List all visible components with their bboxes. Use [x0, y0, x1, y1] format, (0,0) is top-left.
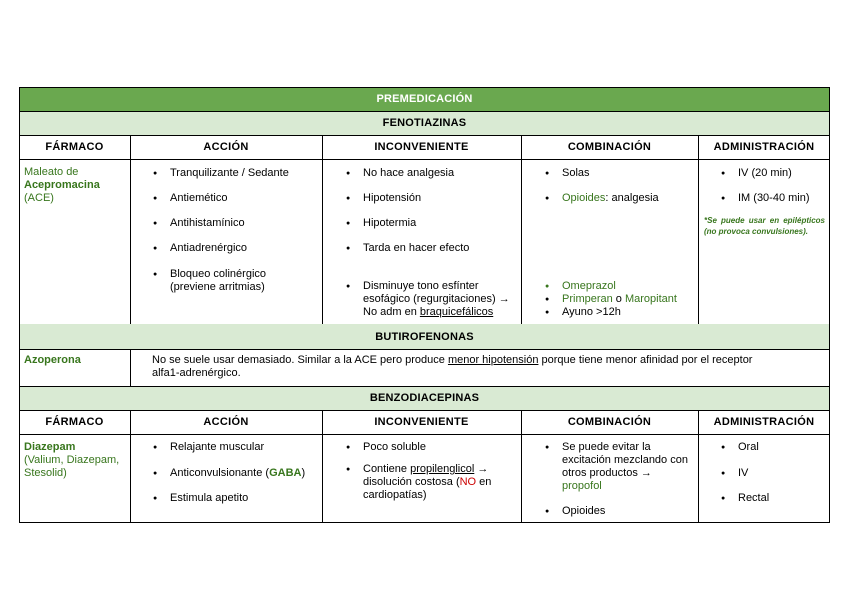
azoperona-description-line2: alfa1-adrenérgico.: [152, 367, 241, 379]
ace-inconveniente-item: ● No hace analgesia: [363, 167, 454, 180]
dia-administracion-iv: ● IV: [738, 467, 748, 480]
dia-combinacion-otros: otros productos →: [562, 467, 652, 479]
dia-administracion-oral: ● Oral: [738, 441, 759, 454]
header-combinacion: COMBINACIÓN: [567, 141, 652, 153]
ace-combinacion-opioides: [562, 192, 659, 205]
ace-combinacion-opioides-term: Opioides: [562, 192, 606, 204]
row-diazepam: [19, 434, 830, 523]
section-fenotiazinas: [19, 111, 830, 135]
ace-combinacion-o: o: [612, 293, 625, 305]
dia-inconveniente-list: [322, 434, 521, 523]
ace-inconveniente-list: [322, 159, 521, 324]
ace-administracion-list: [698, 159, 830, 324]
header-farmaco-2: FÁRMACO: [45, 416, 104, 428]
ace-inconveniente-item: ● Hipotensión: [363, 192, 421, 205]
table-title-text: PREMEDICACIÓN: [376, 93, 473, 105]
drug-diazepam-brands-cont: Stesolid): [24, 467, 67, 479]
azoperona-description-line1: [152, 354, 824, 367]
ace-combinacion-analgesia: : analgesia: [605, 192, 659, 204]
ace-combinacion-ayuno: ● Ayuno >12h: [562, 306, 621, 319]
section-benzodiacepinas: [19, 386, 830, 410]
section-benzodiacepinas-label: BENZODIACEPINAS: [369, 392, 480, 404]
dia-combinacion-opioides: ● Opioides: [562, 505, 605, 518]
ace-accion-item: ● Tranquilizante / Sedante: [170, 167, 289, 180]
drug-diazepam: [24, 441, 128, 480]
header-row-benzodiacepinas: [19, 410, 830, 434]
header-inconveniente: INCONVENIENTE: [374, 141, 469, 153]
header-inconveniente-2: INCONVENIENTE: [374, 416, 469, 428]
header-combinacion-2: COMBINACIÓN: [567, 416, 652, 428]
ace-administracion-note: *Se puede usar en epilépticos (no provoca convulsiones).: [704, 216, 825, 236]
ace-accion-item: ● Antiemético: [170, 192, 227, 205]
azoperona-desc-b: porque tiene menor afinidad por el receptor: [538, 354, 753, 366]
azoperona-description: [152, 354, 824, 380]
section-butirofenonas-label: BUTIROFENONAS: [375, 330, 474, 343]
dia-inconveniente-no: NO: [459, 476, 477, 488]
dia-accion-anticonv-text: Anticonvulsionante (: [170, 467, 270, 479]
header-farmaco: FÁRMACO: [45, 141, 104, 153]
ace-accion-item-cont: (previene arritmias): [170, 281, 265, 293]
premedication-table: [19, 87, 830, 523]
dia-inconveniente-arrow: →: [474, 463, 489, 475]
dia-inconveniente-disolucion: [363, 476, 491, 489]
ace-inconveniente-item: ● Tarda en hacer efecto: [363, 242, 469, 255]
header-accion: ACCIÓN: [203, 141, 249, 153]
drug-acepromacina: [24, 166, 128, 205]
ace-combinacion-primperan: [562, 293, 677, 306]
dia-combinacion-list: [521, 434, 698, 523]
ace-combinacion-solas: ● Solas: [562, 167, 590, 180]
dia-accion-list: [130, 434, 322, 523]
ace-inconveniente-braquicefalicos: braquicefálicos: [419, 306, 494, 318]
header-accion-2: ACCIÓN: [203, 416, 249, 428]
dia-inconveniente-en: en: [476, 476, 492, 488]
ace-combinacion-primperan-term: Primperan: [562, 293, 613, 305]
dia-administracion-rectal: ● Rectal: [738, 492, 769, 505]
ace-inconveniente-no-adm: No adm en: [363, 306, 420, 318]
dia-combinacion-evitar: ● Se puede evitar la: [562, 441, 651, 454]
ace-inconveniente-item: ● Disminuye tono esfínter: [363, 280, 479, 293]
ace-inconveniente-item: ● Hipotermia: [363, 217, 416, 230]
drug-diazepam-name: Diazepam: [24, 441, 76, 453]
ace-accion-item: ● Bloqueo colinérgico: [170, 268, 266, 281]
drug-azoperona: Azoperona: [24, 354, 81, 366]
ace-accion-item: ● Antiadrenérgico: [170, 242, 247, 255]
dia-combinacion-excitacion: excitación mezclando con: [562, 454, 688, 466]
ace-inconveniente-item-cont: esofágico (regurgitaciones) →: [363, 293, 510, 305]
dia-administracion-list: [698, 434, 830, 523]
ace-combinacion-omeprazol: ● Omeprazol: [562, 280, 616, 293]
dia-accion-close-paren: ): [301, 467, 306, 479]
section-butirofenonas: [19, 324, 830, 349]
ace-accion-item: ● Antihistamínico: [170, 217, 245, 230]
table-title: [19, 87, 830, 111]
dia-inconveniente-cardiopatias: cardiopatías): [363, 489, 427, 501]
dia-accion-apetito: ● Estimula apetito: [170, 492, 248, 505]
dia-combinacion-propofol: propofol: [562, 480, 602, 492]
ace-administracion-im: ● IM (30-40 min): [738, 192, 810, 205]
dia-inconveniente-contiene: Contiene: [363, 463, 411, 475]
ace-accion-list: [130, 159, 322, 324]
dia-inconveniente-soluble: ● Poco soluble: [363, 441, 426, 454]
header-administracion: ADMINISTRACIÓN: [713, 141, 815, 153]
drug-acepromacina-prefix: Maleato de: [24, 166, 79, 178]
ace-administracion-iv: ● IV (20 min): [738, 167, 792, 180]
dia-inconveniente-propilenglicol: [363, 463, 488, 476]
drug-diazepam-brands: (Valium, Diazepam,: [24, 454, 120, 466]
dia-accion-relajante: ● Relajante muscular: [170, 441, 264, 454]
ace-combinacion-list: [521, 159, 698, 324]
azoperona-desc-menor-hipotension: menor hipotensión: [447, 354, 539, 366]
dia-accion-gaba: GABA: [269, 467, 302, 479]
row-azoperona: [19, 349, 830, 386]
ace-inconveniente-item-cont: [363, 306, 493, 319]
dia-inconveniente-disolucion-text: disolución costosa (: [363, 476, 460, 488]
row-acepromacina: [19, 159, 830, 324]
azoperona-desc-a: No se suele usar demasiado. Similar a la ACE pero produce: [152, 354, 448, 366]
header-administracion-2: ADMINISTRACIÓN: [713, 416, 815, 428]
dia-inconveniente-propil-term: propilenglicol: [410, 463, 475, 475]
drug-acepromacina-name: Acepromacina: [24, 179, 100, 191]
header-row-fenotiazinas: [19, 135, 830, 159]
dia-accion-anticonvulsionante: [170, 467, 305, 480]
section-fenotiazinas-label: FENOTIAZINAS: [382, 117, 467, 129]
drug-acepromacina-abbr: (ACE): [24, 192, 54, 204]
ace-combinacion-maropitant: Maropitant: [624, 293, 677, 305]
